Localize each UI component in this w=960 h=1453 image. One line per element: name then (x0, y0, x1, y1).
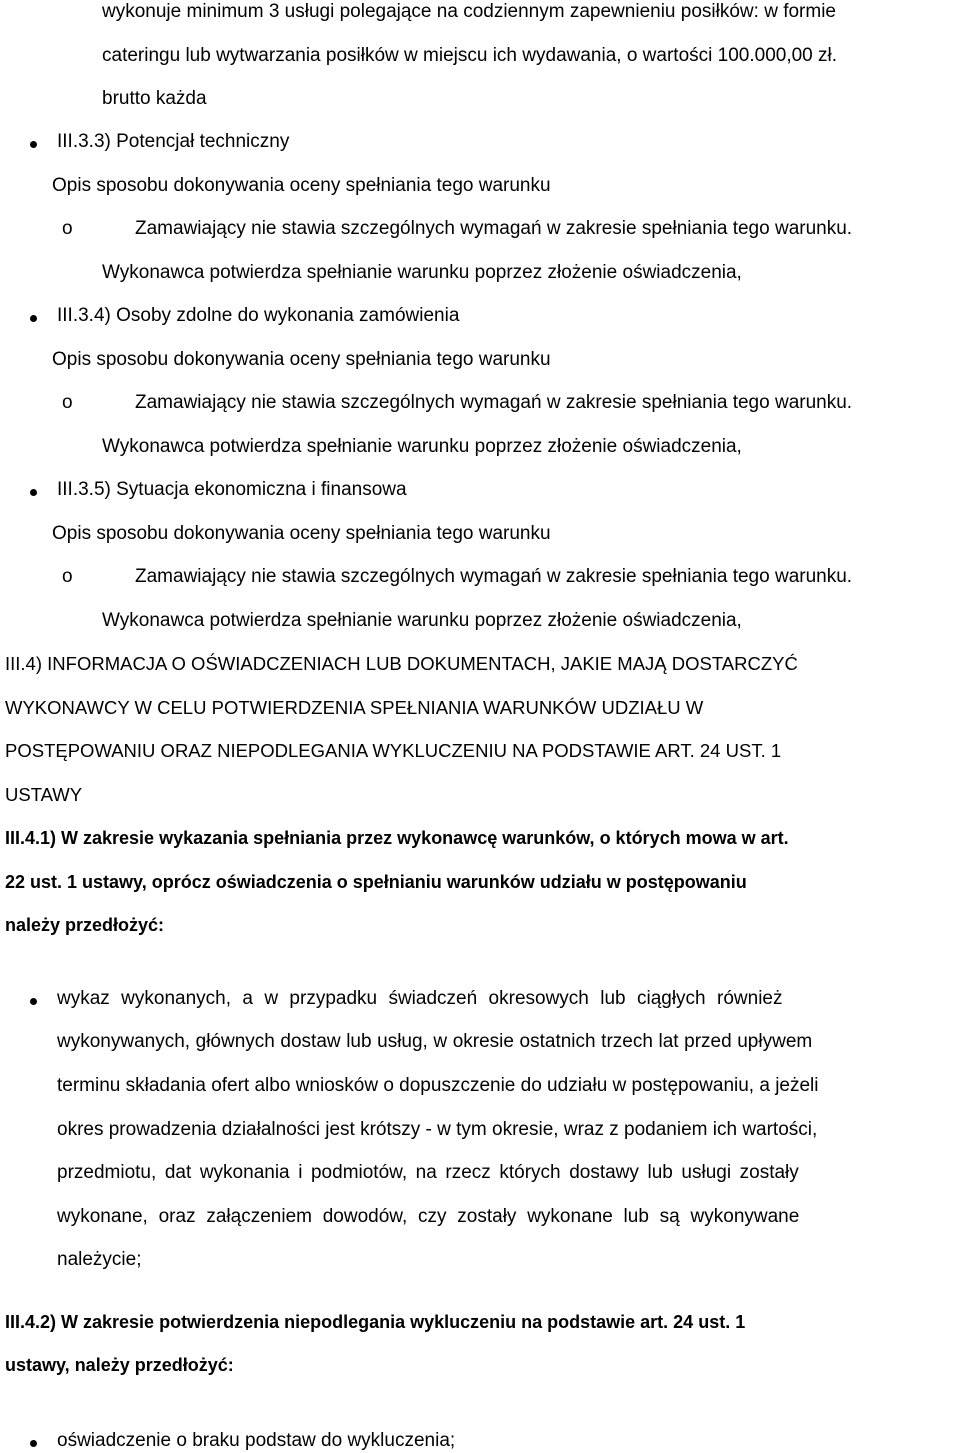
section-heading: III.3.3) Potencjał techniczny (57, 131, 290, 152)
text-line: cateringu lub wytwarzania posiłków w miejscu ich wydawania, o wartości 100.000,00 zł. (102, 45, 838, 66)
text-line: brutto każda (102, 88, 207, 109)
list-item-text: wykonywanych, głównych dostaw lub usług, w okresie ostatnich trzech lat przed upływem (57, 1031, 813, 1052)
list-item-text: wykaz wykonanych, a w przypadku świadczeń okresowych lub ciągłych również (57, 988, 783, 1009)
subsection-heading: ustawy, należy przedłożyć: (5, 1355, 234, 1375)
text-line: wykonuje minimum 3 usługi polegające na codziennym zapewnieniu posiłków: w formie (102, 1, 836, 22)
text-line: Wykonawca potwierdza spełnianie warunku poprzez złożenie oświadczenia, (102, 436, 742, 457)
section-heading: WYKONAWCY W CELU POTWIERDZENIA SPEŁNIANIA WARUNKÓW UDZIAŁU W (5, 697, 704, 718)
subsection-heading: należy przedłożyć: (5, 915, 165, 935)
section-heading: III.3.5) Sytuacja ekonomiczna i finansowa (57, 479, 407, 500)
bullet-icon (30, 489, 37, 496)
list-item-text: przedmiotu, dat wykonania i podmiotów, na rzecz których dostawy lub usługi zostały (57, 1162, 799, 1183)
text-line: Opis sposobu dokonywania oceny spełniania tego warunku (52, 523, 551, 544)
subsection-heading: 22 ust. 1 ustawy, oprócz oświadczenia o spełnianiu warunków udziału w postępowaniu (5, 872, 747, 892)
list-item-text: wykonane, oraz załączeniem dowodów, czy zostały wykonane lub są wykonywane (57, 1206, 800, 1227)
bullet-icon (30, 315, 37, 322)
circle-bullet-icon: o (62, 218, 73, 239)
section-heading: USTAWY (5, 784, 83, 805)
subsection-heading: III.4.1) W zakresie wykazania spełniania przez wykonawcę warunków, o których mowa w art. (5, 828, 789, 848)
text-line: Opis sposobu dokonywania oceny spełniania tego warunku (52, 349, 551, 370)
list-item-text: należycie; (57, 1249, 142, 1270)
text-line: Opis sposobu dokonywania oceny spełniania tego warunku (52, 175, 551, 196)
subsection-heading: III.4.2) W zakresie potwierdzenia niepodlegania wykluczeniu na podstawie art. 24 ust. 1 (5, 1312, 746, 1332)
bullet-icon (30, 141, 37, 148)
circle-bullet-icon: o (62, 566, 73, 587)
text-line: Zamawiający nie stawia szczególnych wymagań w zakresie spełniania tego warunku. (135, 218, 853, 239)
list-item-text: oświadczenie o braku podstaw do wykluczenia; (57, 1430, 456, 1451)
text-line: Zamawiający nie stawia szczególnych wymagań w zakresie spełniania tego warunku. (135, 392, 853, 413)
list-item-text: terminu składania ofert albo wniosków o dopuszczenie do udziału w postępowaniu, a jeżeli (57, 1075, 819, 1096)
bullet-icon (30, 1440, 37, 1447)
text-line: Zamawiający nie stawia szczególnych wymagań w zakresie spełniania tego warunku. (135, 566, 853, 587)
section-heading: III.4) INFORMACJA O OŚWIADCZENIACH LUB DOKUMENTACH, JAKIE MAJĄ DOSTARCZYĆ (5, 653, 798, 674)
section-heading: III.3.4) Osoby zdolne do wykonania zamówienia (57, 305, 460, 326)
circle-bullet-icon: o (62, 392, 73, 413)
list-item-text: okres prowadzenia działalności jest krótszy - w tym okresie, wraz z podaniem ich wartości, (57, 1119, 818, 1140)
bullet-icon (30, 998, 37, 1005)
text-line: Wykonawca potwierdza spełnianie warunku poprzez złożenie oświadczenia, (102, 262, 742, 283)
text-line: Wykonawca potwierdza spełnianie warunku poprzez złożenie oświadczenia, (102, 610, 742, 631)
section-heading: POSTĘPOWANIU ORAZ NIEPODLEGANIA WYKLUCZENIU NA PODSTAWIE ART. 24 UST. 1 (5, 740, 782, 761)
